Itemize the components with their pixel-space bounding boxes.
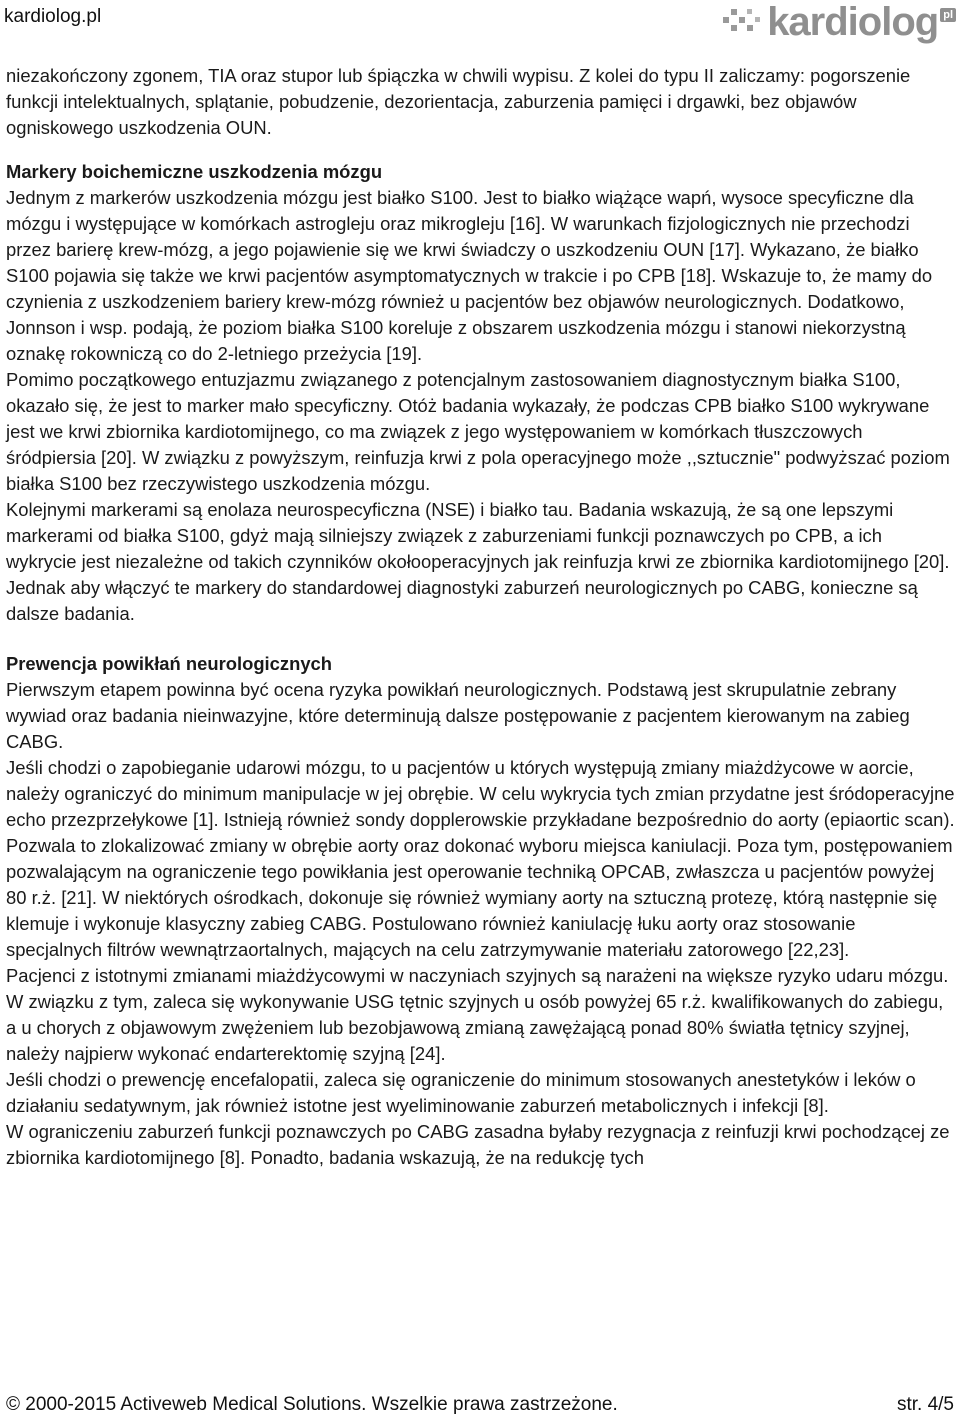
logo-badge: pl	[940, 8, 956, 22]
copyright-text: © 2000-2015 Activeweb Medical Solutions. Wszelkie prawa zastrzeżone.	[6, 1394, 618, 1415]
section-neurological-prevention	[6, 651, 956, 1171]
kardiolog-logo	[721, 2, 956, 42]
paragraph: W ograniczeniu zaburzeń funkcji poznawczych po CABG zasadna byłaby rezygnacja z reinfuzji krwi pochodzącej ze zbiornika kardiotomijnego [8]. Ponadto, badania wskazują, że na redukcję tych	[6, 1121, 950, 1168]
section-heading: Prewencja powikłań neurologicznych	[6, 653, 333, 674]
paragraph: Jednym z markerów uszkodzenia mózgu jest białko S100. Jest to białko wiążące wapń, wysoce specyficzne dla mózgu i występujące w komórkach astrogleju oraz mikrogleju [16]. W warunkach fizjologicznych nie przechodzi przez barierę krew-mózg, a jego pojawienie się we krwi świadczy o uszkodzeniu OUN [17]. Wykazano, że białko S100 pojawia się także we krwi pacjentów asymptomatycznych w trakcie i po CPB [18]. Wskazuje to, że mamy do czynienia z uszkodzeniem bariery krew-mózg również u pacjentów bez objawów neurologicznych. Dodatkowo, Jonnson i wsp. podają, że poziom białka S100 koreluje z obszarem uszkodzenia mózgu i stanowi niekorzystną oznakę rokowniczą co do 2-letniego przeżycia [19].	[6, 187, 933, 364]
paragraph: Pomimo początkowego entuzjazmu związanego z potencjalnym zastosowaniem diagnostycznym białka S100, okazało się, że jest to marker mało specyficzny. Otóż badania wykazały, że podczas CPB białko S100 wykrywane jest we krwi zbiornika kardiotomijnego, co ma związek z jego występowaniem w komórkach tłuszczowych śródpiersia [20]. W związku z powyższym, reinfuzja krwi z pola operacyjnego może ,,sztucznie" podwyższać poziom białka S100 bez rzeczywistego uszkodzenia mózgu.	[6, 369, 950, 494]
paragraph: Pierwszym etapem powinna być ocena ryzyka powikłań neurologicznych. Podstawą jest skrupulatnie zebrany wywiad oraz badania nieinwazyjne, które determinują dalsze postępowanie z pacjentem kierowanym na zabieg CABG.	[6, 679, 910, 752]
article-content	[6, 63, 956, 1171]
logo-text: kardiolog	[767, 0, 939, 44]
section-biochemical-markers	[6, 159, 956, 627]
paragraph: Jeśli chodzi o zapobieganie udarowi mózgu, to u pacjentów u których występują zmiany miażdżycowe w aorcie, należy ograniczyć do minimum manipulacje w jej obrębie. W celu wykrycia tych zmian przydatne jest śródoperacyjne echo przezprzełykowe [1]. Istnieją również sondy dopplerowskie przykładane bezpośrednio do aorty (epiaortic scan). Pozwala to zlokalizować zmiany w obrębie aorty oraz dokonać wyboru miejsca kaniulacji. Poza tym, postępowaniem pozwalającym na ograniczenie tego powikłania jest operowanie techniką OPCAB, zwłaszcza u pacjentów powyżej 80 r.ż. [21]. W niektórych ośrodkach, dokonuje się również wymiany aorty na sztuczną protezę, którą następnie się klemuje i wykonuje klasyczny zabieg CABG. Postulowano również kaniulację łuku aorty oraz stosowanie specjalnych filtrów wewnątrzaortalnych, mających na celu zatrzymywanie materiału zatorowego [22,23].	[6, 757, 955, 960]
paragraph: Kolejnymi markerami są enolaza neurospecyficzna (NSE) i białko tau. Badania wskazują, że są one lepszymi markerami od białka S100, gdyż mają silniejszy związek z zaburzeniami funkcji poznawczych po CPB, a ich wykrycie jest niezależne od takich czynników okołooperacyjnych jak reinfuzja krwi ze zbiornika kardiotomijnego [20]. Jednak aby włączyć te markery do standardowej diagnostyki zaburzeń neurologicznych po CABG, konieczne są dalsze badania.	[6, 499, 950, 624]
paragraph: Pacjenci z istotnymi zmianami miażdżycowymi w naczyniach szyjnych są narażeni na większe ryzyko udaru mózgu. W związku z tym, zaleca się wykonywanie USG tętnic szyjnych u osób powyżej 65 r.ż. kwalifikowanych do zabiegu, a u chorych z objawowym zwężeniem lub bezobjawową zmianą zawężającą ponad 80% światła tętnicy szyjnej, należy najpierw wykonać endarterektomię szyjną [24].	[6, 965, 949, 1064]
site-name: kardiolog.pl	[4, 6, 102, 27]
intro-paragraph: niezakończony zgonem, TIA oraz stupor lub śpiączka w chwili wypisu. Z kolei do typu II zaliczamy: pogorszenie funkcji intelektualnych, splątanie, pobudzenie, dezorientacja, zaburzenia pamięci i drgawki, bez objawów ogniskowego uszkodzenia OUN.	[6, 65, 911, 138]
section-heading: Markery boichemiczne uszkodzenia mózgu	[6, 161, 383, 182]
page-number: str. 4/5	[896, 1394, 954, 1415]
logo-dots-icon	[721, 4, 765, 40]
page-footer	[6, 1394, 954, 1416]
page-header	[0, 0, 960, 46]
paragraph: Jeśli chodzi o prewencję encefalopatii, zaleca się ograniczenie do minimum stosowanych anestetyków i leków o działaniu sedatywnym, jak również istotne jest wyeliminowanie zaburzeń metabolicznych i infekcji [8].	[6, 1069, 916, 1116]
